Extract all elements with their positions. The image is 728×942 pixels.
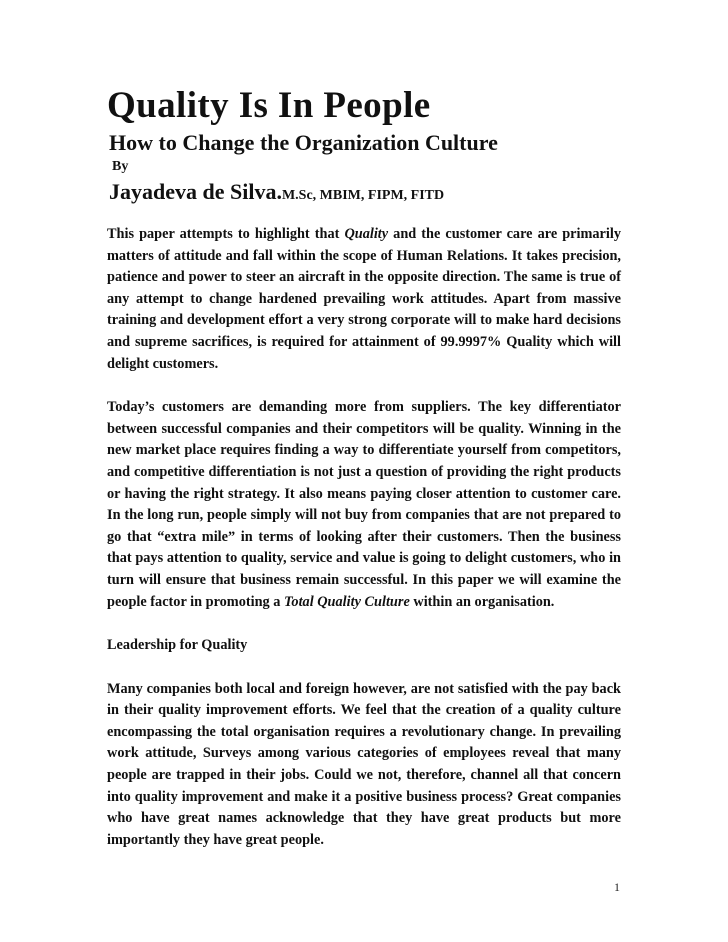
document-title: Quality Is In People xyxy=(107,85,431,126)
document-subtitle: How to Change the Organization Culture xyxy=(109,130,498,155)
paragraph-intro xyxy=(107,224,621,375)
author-line xyxy=(109,178,621,210)
page-number: 1 xyxy=(614,880,620,894)
paragraph-intro-emphasis: Quality xyxy=(344,226,389,242)
paragraph-customers-emphasis: Total Quality Culture xyxy=(284,593,410,610)
paragraph-intro-text-end: and the customer care are primarily matters of attitude and fall within the scope of Human Relations. It takes precision, patience and power to steer an aircraft in the opposite direction. The same is true of any attempt to change hardened prevailing work attitudes. Apart from massive training and development effort a very strong corporate will to make hard decisions and supreme sacrifices, is required for attainment of 99.9997% Quality which will delight customers. xyxy=(107,226,621,372)
paragraph-intro-text-start: This paper attempts to highlight that xyxy=(107,226,345,242)
paragraph-customers-text-end: within an organisation. xyxy=(409,593,555,610)
document-page xyxy=(107,86,621,851)
section-heading: Leadership for Quality xyxy=(107,637,248,654)
paragraph-customers xyxy=(107,397,621,613)
byline-label: By xyxy=(112,159,129,174)
author-credentials: M.Sc, MBIM, FIPM, FITD xyxy=(281,188,445,203)
paragraph-leadership: Many companies both local and foreign however, are not satisfied with the pay back in their quality improvement efforts. We feel that the creation of a quality culture encompassing the total organisation requires a revolutionary change. In prevailing work attitude, Surveys among various categories of employees reveal that many people are trapped in their jobs. Could we not, therefore, channel all that concern into quality improvement and make it a positive business process? Great companies who have great names acknowledge that they have great products but more importantly they have great people. xyxy=(107,680,621,848)
paragraph-customers-text-start: Today’s customers are demanding more from suppliers. The key differentiator between successful companies and their competitors will be quality. Winning in the new market place requires finding a way to differentiate yourself from competitors, and competitive differentiation is not just a question of providing the right products or having the right strategy. It also means paying closer attention to customer care. In the long run, people simply will not buy from companies that are not prepared to go that “extra mile” in terms of looking after their customers. Then the business that pays attention to quality, service and value is going to delight customers, who in turn will ensure that business remain successful. In this paper we will examine the people factor in promoting a xyxy=(107,399,621,610)
author-name: Jayadeva de Silva. xyxy=(109,179,282,204)
